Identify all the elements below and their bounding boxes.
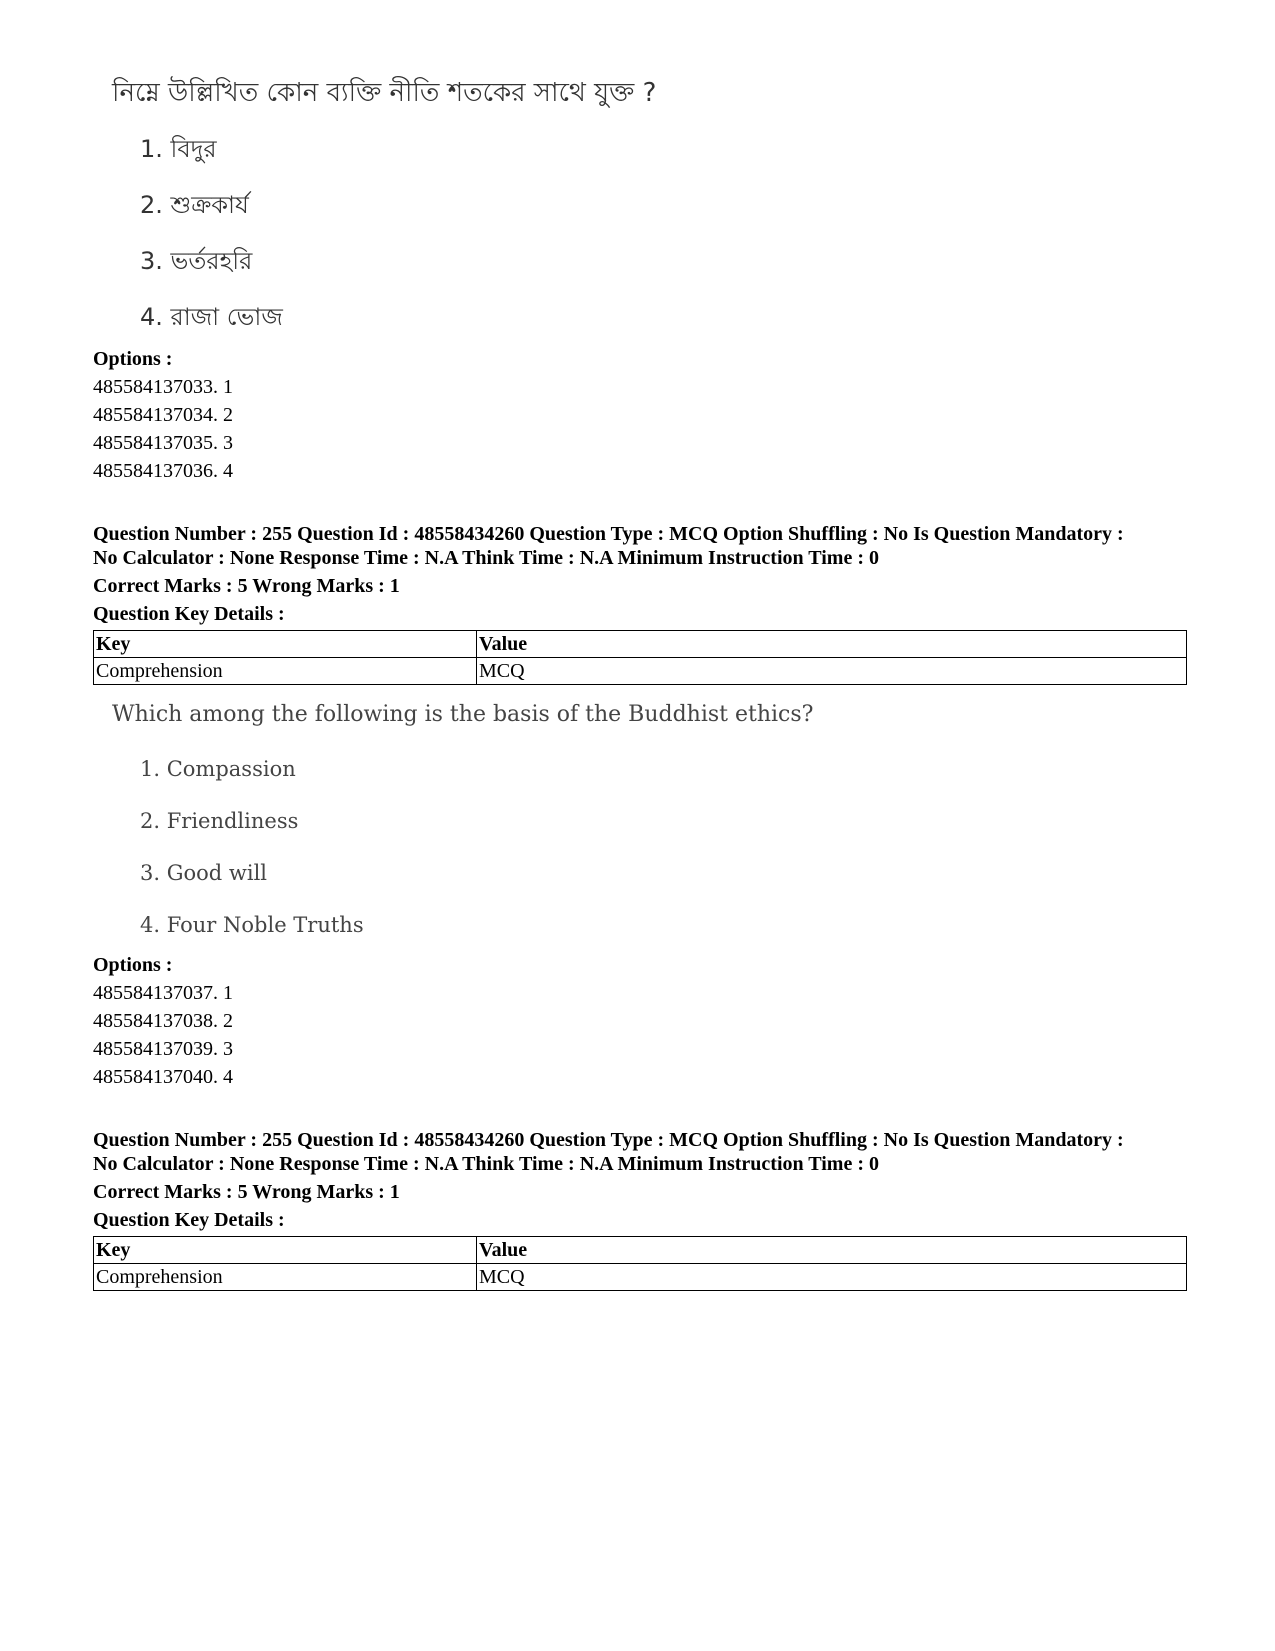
question-meta xyxy=(93,1128,1193,1176)
table-header-row xyxy=(94,631,1187,658)
option-line: 485584137033. 1 xyxy=(93,376,233,398)
marks-line: Correct Marks : 5 Wrong Marks : 1 xyxy=(93,575,400,597)
question-choice: 4. রাজা ভোজ xyxy=(140,303,283,331)
question-choice: 1. বিদুর xyxy=(140,135,217,163)
table-header-value: Value xyxy=(477,1237,1187,1264)
question-choice: 2. Friendliness xyxy=(140,809,299,833)
table-row xyxy=(94,658,1187,685)
question-choice: 2. শুক্রকার্য xyxy=(140,191,249,219)
table-header-key: Key xyxy=(94,1237,477,1264)
question-choice: 1. Compassion xyxy=(140,757,296,781)
options-heading: Options : xyxy=(93,348,173,370)
question-stem: নিম্নে উল্লিখিত কোন ব্যক্তি নীতি শতকের সাথে যুক্ত ? xyxy=(112,78,657,108)
option-line: 485584137035. 3 xyxy=(93,432,233,454)
question-meta-line1: Question Number : 255 Question Id : 48558434260 Question Type : MCQ Option Shuffling : No Is Question Mandatory : xyxy=(93,1129,1124,1151)
question-meta-line1: Question Number : 255 Question Id : 48558434260 Question Type : MCQ Option Shuffling : No Is Question Mandatory : xyxy=(93,523,1124,545)
question-meta-line2: No Calculator : None Response Time : N.A Think Time : N.A Minimum Instruction Time : 0 xyxy=(93,547,879,569)
table-cell-key: Comprehension xyxy=(94,1264,477,1291)
key-details-table xyxy=(93,630,1187,685)
table-row xyxy=(94,1264,1187,1291)
question-meta-line2: No Calculator : None Response Time : N.A Think Time : N.A Minimum Instruction Time : 0 xyxy=(93,1153,879,1175)
option-line: 485584137039. 3 xyxy=(93,1038,233,1060)
table-cell-value: MCQ xyxy=(477,658,1187,685)
table-header-key: Key xyxy=(94,631,477,658)
key-details-heading: Question Key Details : xyxy=(93,1209,285,1231)
table-header-value: Value xyxy=(477,631,1187,658)
table-cell-value: MCQ xyxy=(477,1264,1187,1291)
option-line: 485584137038. 2 xyxy=(93,1010,233,1032)
option-line: 485584137034. 2 xyxy=(93,404,233,426)
question-meta xyxy=(93,522,1193,570)
options-heading: Options : xyxy=(93,954,173,976)
question-choice: 3. Good will xyxy=(140,861,268,885)
key-details-heading: Question Key Details : xyxy=(93,603,285,625)
marks-line: Correct Marks : 5 Wrong Marks : 1 xyxy=(93,1181,400,1203)
question-stem: Which among the following is the basis of the Buddhist ethics? xyxy=(112,702,814,727)
option-line: 485584137040. 4 xyxy=(93,1066,233,1088)
question-choice: 4. Four Noble Truths xyxy=(140,913,364,937)
question-choice: 3. ভর্তরহরি xyxy=(140,247,253,275)
key-details-table xyxy=(93,1236,1187,1291)
option-line: 485584137036. 4 xyxy=(93,460,233,482)
table-cell-key: Comprehension xyxy=(94,658,477,685)
option-line: 485584137037. 1 xyxy=(93,982,233,1004)
table-header-row xyxy=(94,1237,1187,1264)
